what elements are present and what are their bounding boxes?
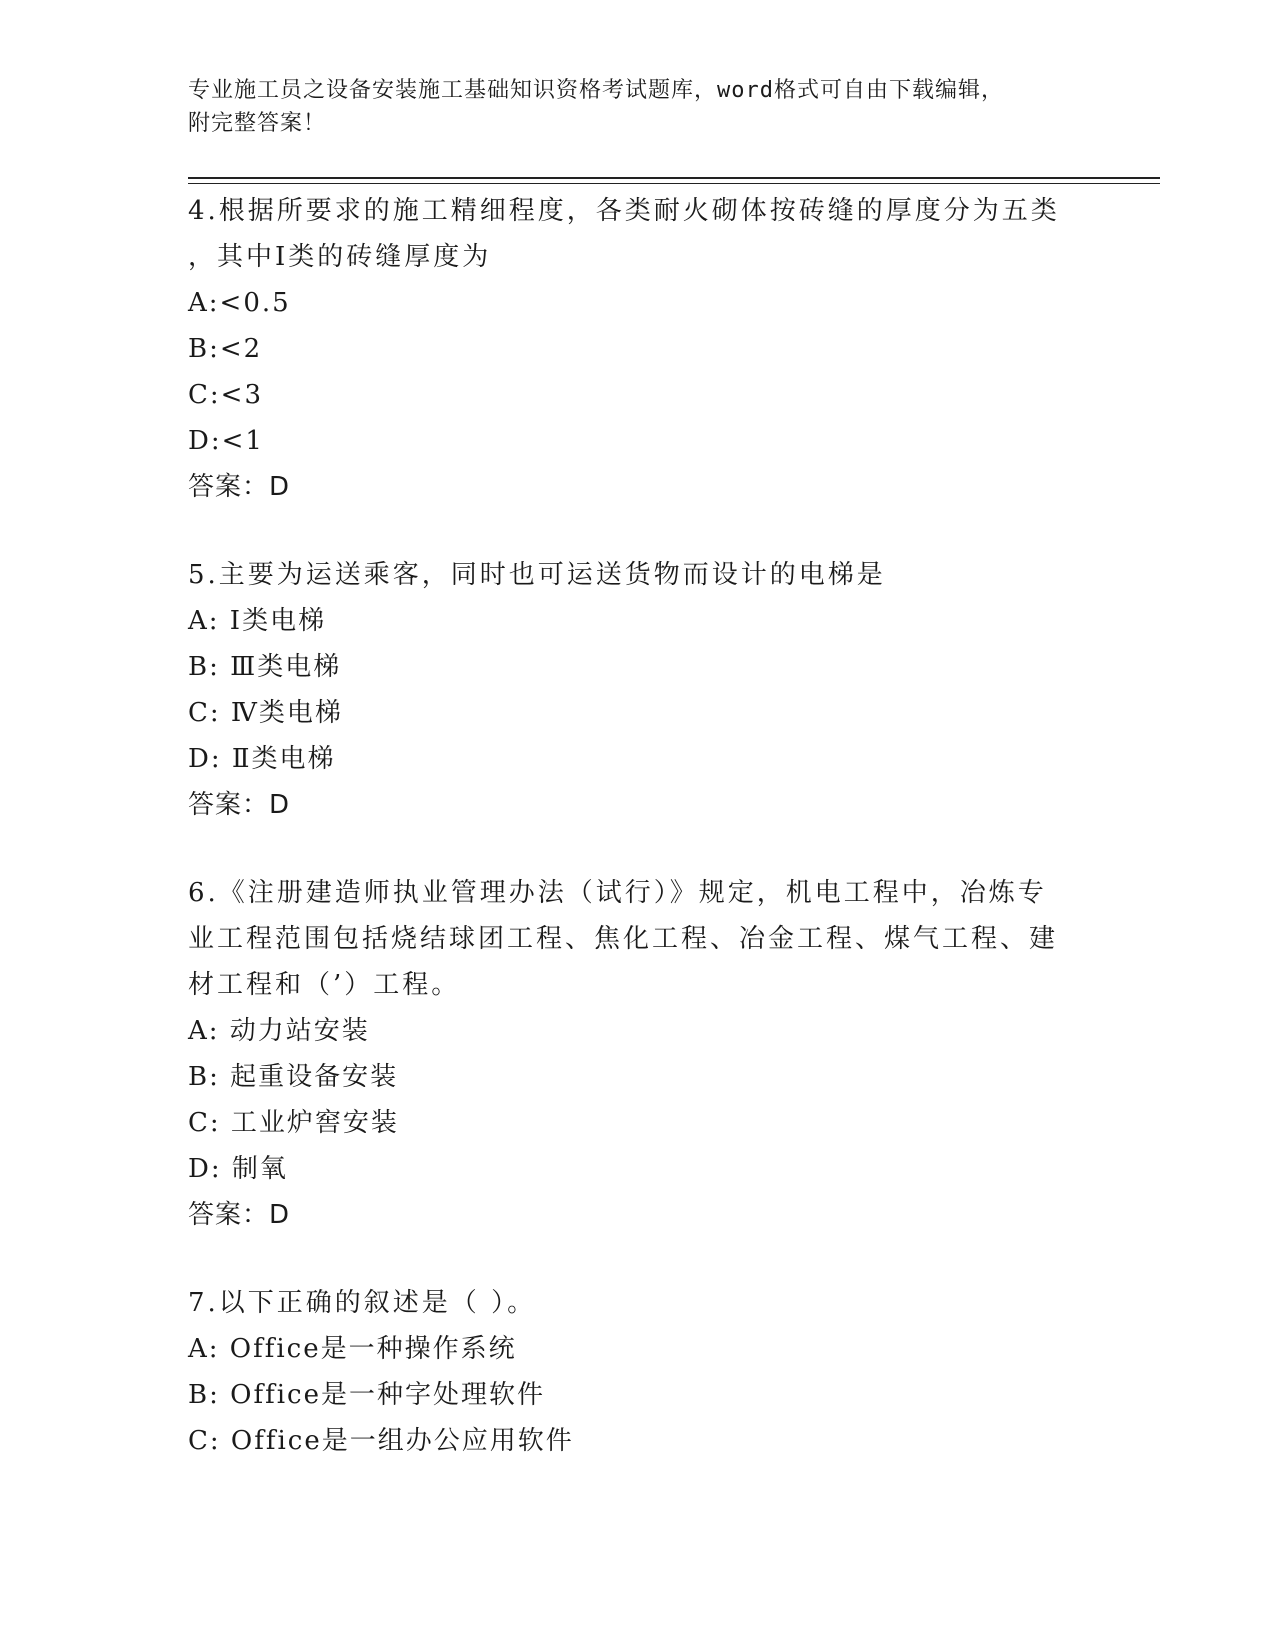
option-d: D: Ⅱ类电梯	[188, 744, 336, 774]
question-stem	[188, 552, 1068, 598]
question-7	[188, 1280, 1068, 1464]
question-stem-line: 6.《注册建造师执业管理办法（试行）》规定，机电工程中，冶炼专	[188, 878, 1047, 908]
question-stem-line: 7.以下正确的叙述是（ ）。	[188, 1288, 537, 1318]
option-a: A: Office是一种操作系统	[188, 1334, 517, 1364]
answer-label: 答案：D	[188, 1200, 291, 1230]
question-6	[188, 870, 1068, 1238]
header-line-2: 附完整答案！	[188, 111, 327, 136]
answer-label: 答案：D	[188, 472, 291, 502]
option-c: C:<3	[188, 380, 263, 410]
option-b: B: Ⅲ类电梯	[188, 652, 342, 682]
header-line-1: 专业施工员之设备安装施工基础知识资格考试题库，word格式可自由下载编辑，	[188, 78, 1004, 103]
answer-label: 答案：D	[188, 790, 291, 820]
option-d: D:<1	[188, 426, 264, 456]
question-stem-line: 业工程范围包括烧结球团工程、焦化工程、冶金工程、煤气工程、建	[188, 924, 1059, 954]
option-b: B: Office是一种字处理软件	[188, 1380, 545, 1410]
header-divider-thick	[188, 177, 1160, 179]
option-c: C: Ⅳ类电梯	[188, 698, 343, 728]
question-list	[188, 188, 1068, 1506]
question-stem-line: 5.主要为运送乘客，同时也可运送货物而设计的电梯是	[188, 560, 886, 590]
option-b: B: 起重设备安装	[188, 1062, 399, 1092]
document-header	[188, 74, 1068, 140]
option-b: B:<2	[188, 334, 263, 364]
question-stem	[188, 870, 1068, 1008]
option-a: A: 动力站安装	[188, 1016, 370, 1046]
question-stem-line: 4.根据所要求的施工精细程度，各类耐火砌体按砖缝的厚度分为五类	[188, 196, 1060, 226]
header-divider-thin	[188, 183, 1160, 184]
question-stem-line: ，其中Ⅰ类的砖缝厚度为	[188, 242, 492, 272]
option-c: C: Office是一组办公应用软件	[188, 1426, 574, 1456]
option-d: D: 制氧	[188, 1154, 288, 1184]
question-4	[188, 188, 1068, 510]
question-stem	[188, 188, 1068, 280]
question-stem	[188, 1280, 1068, 1326]
option-a: A:<0.5	[188, 288, 291, 318]
question-5	[188, 552, 1068, 828]
question-stem-line: 材工程和（’）工程。	[188, 970, 461, 1000]
option-a: A: Ⅰ类电梯	[188, 606, 327, 636]
option-c: C: 工业炉窖安装	[188, 1108, 399, 1138]
